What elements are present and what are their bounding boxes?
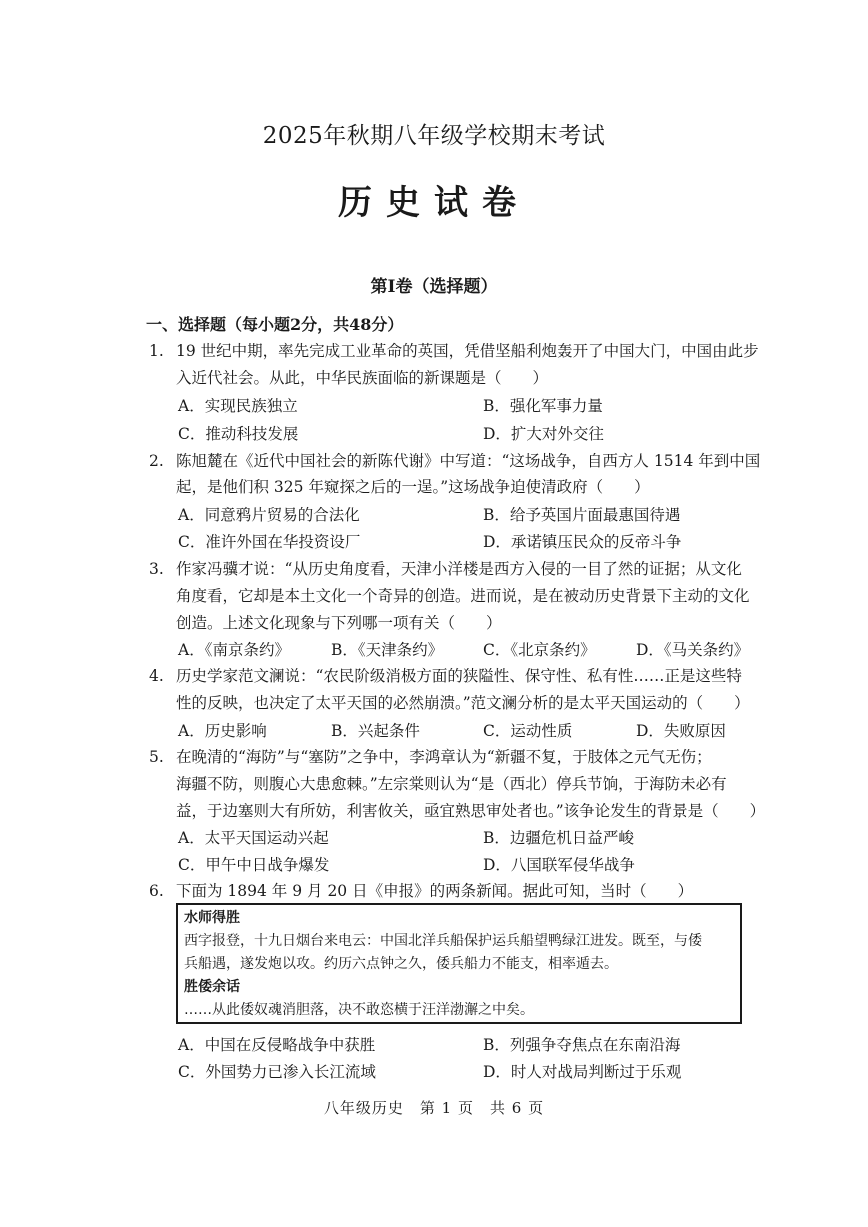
option-d: D．《马关条约》	[636, 641, 750, 659]
option-d: D．失败原因	[636, 722, 726, 740]
option-c: C．推动科技发展	[178, 425, 299, 443]
option-a: A．中国在反侵略战争中获胜	[178, 1036, 376, 1054]
option-d: D．承诺镇压民众的反帝斗争	[483, 533, 682, 551]
option-a: A．实现民族独立	[178, 397, 298, 415]
option-c: C．《北京条约》	[483, 641, 596, 659]
option-a: A．历史影响	[178, 722, 267, 740]
option-b: B．强化军事力量	[483, 397, 603, 415]
news-heading: 胜倭余话	[184, 979, 240, 995]
option-a: A．《南京条约》	[178, 641, 290, 659]
question-number: 5.	[149, 748, 164, 766]
option-a: A．同意鸦片贸易的合法化	[178, 506, 360, 524]
option-d: D．时人对战局判断过于乐观	[483, 1063, 682, 1081]
exam-title: 2025年秋期八年级学校期末考试	[262, 123, 606, 149]
news-line: 兵船遇，遂发炮以攻。约历六点钟之久，倭兵船力不能支，相率遁去。	[184, 956, 618, 972]
question-number: 2.	[149, 452, 164, 470]
option-c: C．外国势力已渗入长江流域	[178, 1063, 376, 1081]
option-d: D．扩大对外交往	[483, 425, 604, 443]
question-text-line: 历史学家范文澜说：“农民阶级消极方面的狭隘性、保守性、私有性……正是这些特	[176, 667, 742, 685]
question-text-line: 海疆不防，则腹心大患愈棘。”左宗棠则认为“是（西北）停兵节饷，于海防未必有	[176, 775, 727, 793]
question-text-line: 创造。上述文化现象与下列哪一项有关（ ）	[176, 614, 502, 632]
section-heading: 一、选择题（每小题2分，共48分）	[146, 315, 404, 334]
volume-label: 第Ⅰ卷（选择题）	[370, 277, 498, 297]
option-d: D．八国联军侵华战争	[483, 856, 635, 874]
news-line: ……从此倭奴魂消胆落，决不敢恣横于汪洋渤澥之中矣。	[184, 1002, 534, 1018]
question-number: 4.	[149, 667, 164, 685]
option-b: B．兴起条件	[331, 722, 420, 740]
question-text-line: 角度看，它却是本土文化一个奇异的创造。进而说，是在被动历史背景下主动的文化	[176, 587, 750, 605]
subject-title: 历史试卷	[338, 183, 530, 223]
question-text-line: 陈旭麓在《近代中国社会的新陈代谢》中写道：“这场战争，自西方人 1514 年到中国	[176, 452, 761, 470]
option-b: B．《天津条约》	[331, 641, 444, 659]
question-text-line: 19 世纪中期，率先完成工业革命的英国，凭借坚船利炮轰开了中国大门，中国由此步	[176, 342, 759, 360]
news-excerpt-box	[176, 903, 742, 1024]
option-a: A．太平天国运动兴起	[178, 829, 329, 847]
question-number: 6.	[149, 882, 164, 900]
question-text-line: 作家冯骥才说：“从历史角度看，天津小洋楼是西方入侵的一目了然的证据；从文化	[176, 560, 742, 578]
option-c: C．运动性质	[483, 722, 573, 740]
option-c: C．甲午中日战争爆发	[178, 856, 330, 874]
option-b: B．列强争夺焦点在东南沿海	[483, 1036, 681, 1054]
question-number: 1.	[149, 342, 164, 360]
page-footer: 八年级历史 第 1 页 共 6 页	[323, 1099, 545, 1117]
news-line: 西字报登，十九日烟台来电云：中国北洋兵船保护运兵船望鸭绿江进发。既至，与倭	[184, 933, 702, 949]
news-heading: 水师得胜	[184, 910, 240, 926]
question-number: 3.	[149, 560, 164, 578]
option-c: C．准许外国在华投资设厂	[178, 533, 361, 551]
question-text-line: 益，于边塞则大有所妨，利害攸关，亟宜熟思审处者也。”该争论发生的背景是（ ）	[176, 802, 766, 820]
question-text-line: 入近代社会。从此，中华民族面临的新课题是（ ）	[176, 369, 549, 387]
question-text-line: 起，是他们积 325 年窥探之后的一逞。”这场战争迫使清政府（ ）	[176, 478, 650, 496]
option-b: B．给予英国片面最惠国待遇	[483, 506, 681, 524]
question-text-line: 在晚清的“海防”与“塞防”之争中，李鸿章认为“新疆不复，于肢体之元气无伤；	[176, 748, 712, 766]
option-b: B．边疆危机日益严峻	[483, 829, 634, 847]
question-text-line: 性的反映，也决定了太平天国的必然崩溃。”范文澜分析的是太平天国运动的（ ）	[176, 694, 750, 712]
question-text-line: 下面为 1894 年 9 月 20 日《申报》的两条新闻。据此可知，当时（ ）	[176, 882, 694, 900]
